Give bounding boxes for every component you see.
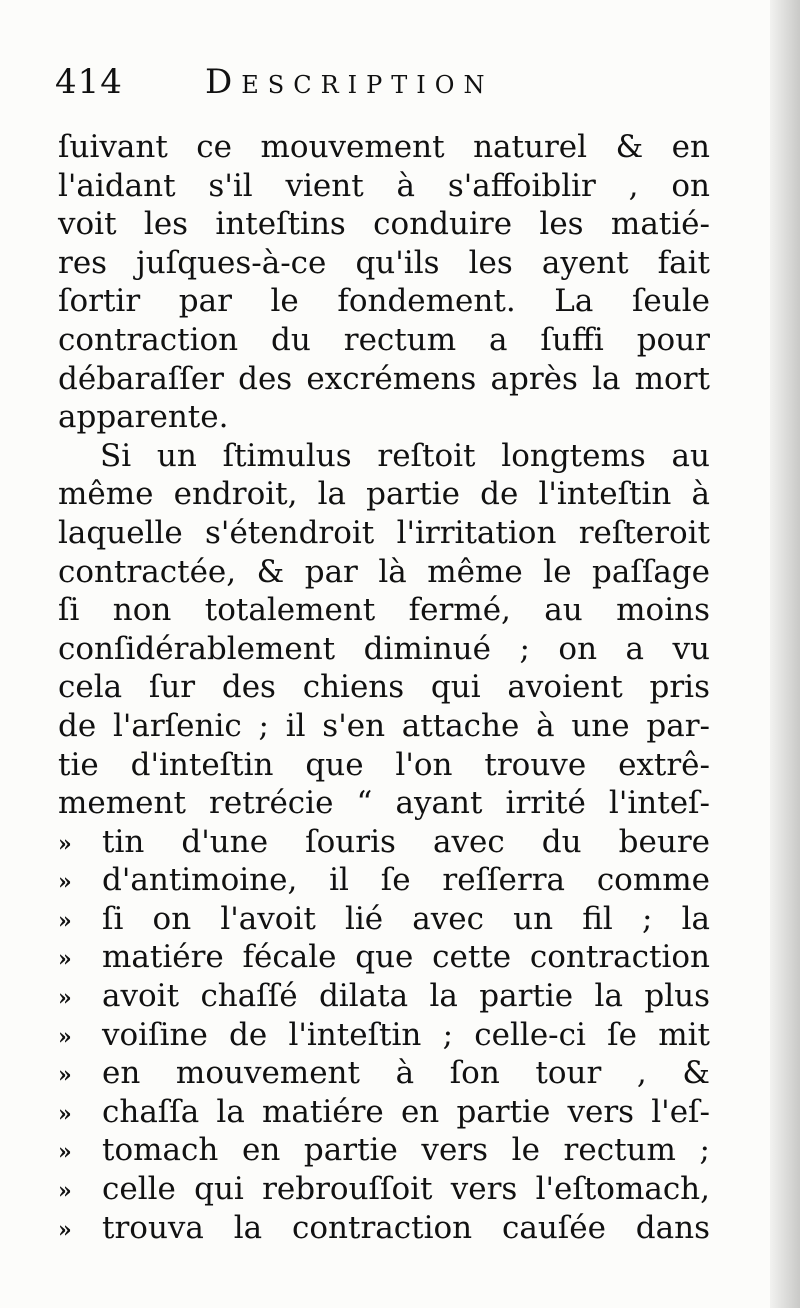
paragraph-start-line: Si un ſtimulus reſtoit longtems au [100, 437, 710, 474]
text-line: tie d'inteſtin que l'on trouve extrê- [58, 746, 710, 783]
quoted-text: tin d'une ſouris avec du beure [102, 823, 710, 860]
text-line: contraction du rectum a ſuffi pour [58, 321, 710, 358]
quoted-line [58, 977, 710, 1016]
text-line: conſidérablement diminué ; on a vu [58, 630, 710, 667]
text-line: cela ſur des chiens qui avoient pris [58, 669, 710, 706]
text-line: débaraſſer des excrémens après la mort [58, 360, 710, 397]
quoted-line [58, 1093, 710, 1132]
quote-mark: » [58, 946, 72, 973]
quoted-text: d'antimoine, il ſe reſſerra comme [102, 862, 710, 899]
page-edge-shadow [770, 0, 800, 1308]
text-line: ſi non totalement fermé, au moins [58, 592, 710, 629]
text-line: res juſques-à-ce qu'ils les ayent fait [58, 244, 710, 281]
quoted-line [58, 823, 710, 862]
quote-mark: » [58, 1216, 72, 1243]
quoted-text: chaſſa la matiére en partie vers l'eſ- [102, 1093, 710, 1130]
text-line: de l'arſenic ; il s'en attache à une par- [58, 707, 710, 744]
quote-mark: » [58, 830, 72, 857]
text-line: contractée, & par là même le paſſage [58, 553, 710, 590]
quoted-line [58, 1016, 710, 1055]
text-line: laquelle s'étendroit l'irritation reſteroit [58, 514, 710, 551]
quoted-text: en mouvement à ſon tour , & [102, 1055, 710, 1092]
quoted-line [58, 1170, 710, 1209]
quote-mark: » [58, 1139, 72, 1166]
page-header [55, 62, 740, 102]
quote-mark: » [58, 869, 72, 896]
quote-mark: » [58, 985, 72, 1012]
quoted-text: avoit chaſſé dilata la partie la plus [102, 978, 710, 1015]
body-text [58, 128, 710, 1247]
quoted-text: celle qui rebrouſſoit vers l'eſtomach, [102, 1171, 710, 1208]
quoted-line [58, 1131, 710, 1170]
text-line: mement retrécie “ ayant irrité l'inteſ- [58, 785, 710, 822]
quote-mark: » [58, 1023, 72, 1050]
text-line: l'aidant s'il vient à s'affoiblir , on [58, 167, 710, 204]
quote-mark: » [58, 1178, 72, 1205]
quoted-line [58, 938, 710, 977]
running-title: Description [205, 62, 494, 102]
quoted-text: ſi on l'avoit lié avec un fil ; la [102, 900, 710, 937]
quoted-line [58, 861, 710, 900]
quoted-line [58, 1054, 710, 1093]
quoted-text: trouva la contraction cauſée dans [102, 1209, 710, 1246]
quoted-text: matiére fécale que cette contraction [102, 939, 710, 976]
quoted-line [58, 900, 710, 939]
text-line: ſortir par le fondement. La ſeule [58, 283, 710, 320]
text-line: même endroit, la partie de l'inteſtin à [58, 476, 710, 513]
quote-mark: » [58, 1062, 72, 1089]
page-number: 414 [55, 62, 123, 102]
quote-mark: » [58, 907, 72, 934]
paragraph-end-line: apparente. [58, 399, 229, 436]
quote-mark: » [58, 1100, 72, 1127]
quoted-text: voiſine de l'inteſtin ; celle-ci ſe mit [102, 1016, 710, 1053]
text-line: voit les inteſtins conduire les matié- [58, 206, 710, 243]
text-line: ſuivant ce mouvement naturel & en [58, 129, 710, 165]
quoted-line [58, 1209, 710, 1248]
quoted-text: tomach en partie vers le rectum ; [102, 1132, 710, 1169]
